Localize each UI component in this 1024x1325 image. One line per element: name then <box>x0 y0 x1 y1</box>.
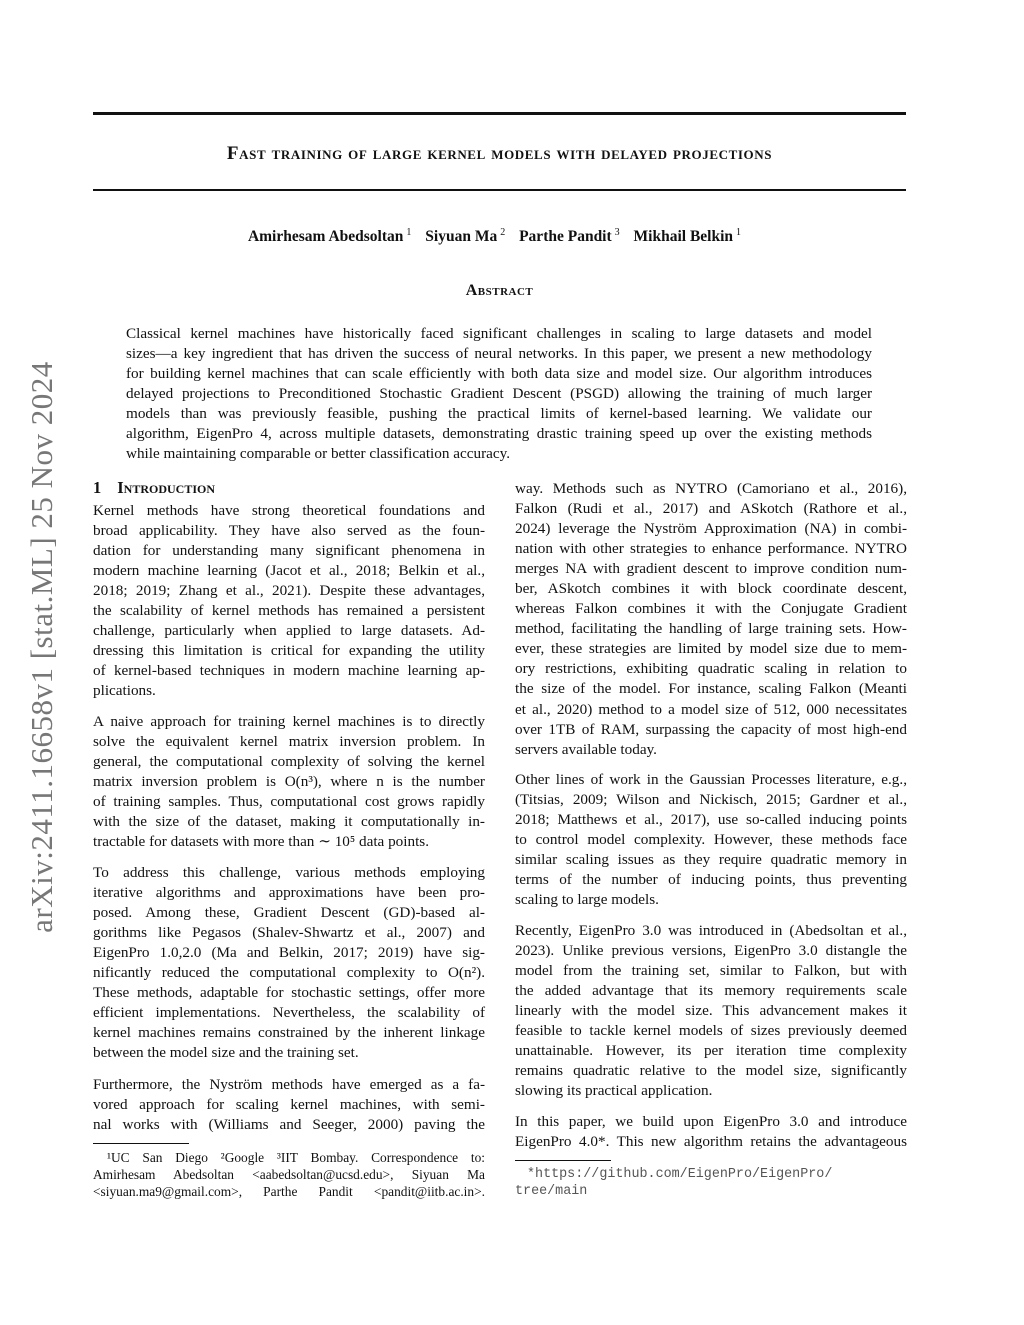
text-line: to control model complexity. However, these methods face <box>515 831 907 849</box>
text-line: models than was previously feasible, pushing the practical limits of kernel-based learning. We validate our <box>126 405 872 423</box>
title-rule <box>93 189 906 191</box>
footnote-link[interactable]: *https://github.com/EigenPro/EigenPro/ <box>527 1167 833 1182</box>
text-line: ber, ASkotch combines it with block coordinate descent, <box>515 580 907 598</box>
text-line: the size of the model. For instance, scaling Falkon (Meanti <box>515 680 907 698</box>
footnote-line: Amirhesam Abedsoltan <aabedsoltan@ucsd.edu>, Siyuan Ma <box>93 1167 485 1182</box>
author-name: Mikhail Belkin <box>633 228 734 246</box>
text-line: between the model size and the training set. <box>93 1044 359 1062</box>
text-line: Falkon (Rudi et al., 2017) and ASkotch (Rathore et al., <box>515 500 907 518</box>
text-line: way. Methods such as NYTRO (Camoriano et al., 2016), <box>515 480 907 497</box>
paragraph <box>93 501 485 701</box>
section-heading <box>93 478 231 498</box>
paragraph <box>515 921 907 1101</box>
text-line: nation with other strategies to enhance performance. NYTRO <box>515 540 907 558</box>
text-line: 2018; 2019; Zhang et al., 2021). Despite these advantages, <box>93 582 485 600</box>
text-line: broad applicability. They have also served as the foun- <box>93 522 485 540</box>
text-line: whereas Falkon combines it with the Conjugate Gradient <box>515 600 907 618</box>
text-line: To address this challenge, various methods employing <box>93 864 485 881</box>
text-line: modern machine learning (Jacot et al., 2018; Belkin et al., <box>93 562 485 580</box>
paragraph <box>515 479 907 760</box>
text-line: solve the equivalent kernel matrix inversion problem. In <box>93 733 485 751</box>
text-line: with the size of the dataset, making it computationally in- <box>93 813 485 831</box>
text-line: 2023). Unlike previous versions, EigenPro 3.0 distangle the <box>515 942 907 960</box>
text-line: merges NA with gradient descent to improve condition num- <box>515 560 907 578</box>
section-title: Introduction <box>117 478 216 497</box>
text-line: scaling to large models. <box>515 891 659 909</box>
author-list <box>93 227 906 246</box>
footnote-github <box>515 1166 832 1200</box>
text-line: similar scaling issues as they require quadratic memory in <box>515 851 907 869</box>
abstract-heading: Abstract <box>465 282 534 299</box>
text-line: EigenPro 1.0,2.0 (Ma and Belkin, 2017; 2019) have sig- <box>93 944 485 962</box>
text-line: plications. <box>93 682 156 700</box>
text-line: of training samples. Thus, computational cost grows rapidly <box>93 793 485 811</box>
affiliation-mark: 1 <box>406 227 412 238</box>
affiliation-mark: 1 <box>736 227 742 238</box>
affiliation-mark: 2 <box>500 227 506 238</box>
text-line: challenge, particularly when applied to large datasets. Ad- <box>93 622 485 640</box>
paragraph <box>93 1075 485 1135</box>
text-line: Furthermore, the Nyström methods have emerged as a fa- <box>93 1076 485 1093</box>
footnote-line: ¹UC San Diego ²Google ³IIT Bombay. Correspondence to: <box>107 1150 485 1165</box>
text-line: slowing its practical application. <box>515 1082 713 1100</box>
paper-title: Fast training of large kernel models with delayed projections <box>226 143 773 164</box>
text-line: method, facilitating the handling of large training sets. How- <box>515 620 907 638</box>
text-line: the added advantage that its memory requirements scale <box>515 982 907 1000</box>
abstract-body <box>126 324 872 464</box>
text-line: the scalability of kernel methods has remained a persistent <box>93 602 485 620</box>
text-line: sizes—a key ingredient that has driven the success of neural networks. In this paper, we present a new methodology <box>126 345 872 363</box>
text-line: Kernel methods have strong theoretical foundations and <box>93 502 485 519</box>
text-line: 2024) leverage the Nyström Approximation (NA) in combi- <box>515 520 907 538</box>
text-line: iterative algorithms and approximations have been pro- <box>93 884 485 902</box>
text-line: of kernel-based techniques in modern machine learning ap- <box>93 662 485 680</box>
text-line: over 1TB of RAM, surpassing the capacity of most high-end <box>515 720 907 738</box>
footnote-rule <box>93 1143 189 1144</box>
text-line: tractable for datasets with more than ∼ 10⁵ data points. <box>93 833 430 851</box>
paragraph <box>515 1112 907 1152</box>
footnote-rule <box>515 1160 611 1161</box>
paragraph <box>93 863 485 1063</box>
text-line: posed. Among these, Gradient Descent (GD)-based al- <box>93 904 485 922</box>
footnote-line: <siyuan.ma9@gmail.com>, Parthe Pandit <pandit@iitb.ac.in>. <box>93 1184 485 1199</box>
text-line: In this paper, we build upon EigenPro 3.0 and introduce <box>515 1113 907 1130</box>
text-line: gorithms like Pegasos (Shalev-Shwartz et al., 2007) and <box>93 924 485 942</box>
text-line: delayed projections to Preconditioned Stochastic Gradient Descent (PSGD) allowing the training of much larger <box>126 385 872 403</box>
text-line: dation for understanding many significant phenomena in <box>93 542 485 560</box>
text-line: kernel machines remains constrained by the inherent linkage <box>93 1024 485 1042</box>
text-line: Recently, EigenPro 3.0 was introduced in (Abedsoltan et al., <box>515 922 907 939</box>
footnote-link[interactable]: tree/main <box>515 1184 588 1199</box>
author-name: Parthe Pandit <box>519 228 612 246</box>
text-line: Classical kernel machines have historically faced significant challenges in scaling to large datasets and model <box>126 325 872 342</box>
text-line: terms of the number of inducing points, thus preventing <box>515 871 907 889</box>
text-line: model from the training set, similar to Falkon, but with <box>515 962 907 980</box>
text-line: unattainable. However, its per iteration time complexity <box>515 1042 907 1060</box>
text-line: matrix inversion problem is O(n³), where n is the number <box>93 773 485 791</box>
text-line: (Titsias, 2009; Wilson and Nickisch, 2015; Gardner et al., <box>515 791 907 809</box>
text-line: while maintaining comparable or better classification accuracy. <box>126 445 511 463</box>
paragraph <box>93 712 485 852</box>
text-line: nificantly reduced the computational complexity to O(n²). <box>93 964 485 982</box>
text-line: Other lines of work in the Gaussian Processes literature, e.g., <box>515 771 907 788</box>
text-line: for building kernel machines that can scale efficiently with both data size and model size. Our algorithm introduces <box>126 365 872 383</box>
text-line: EigenPro 4.0*. This new algorithm retains the advantageous <box>515 1133 907 1151</box>
text-line: dressing this limitation is critical for expanding the utility <box>93 642 485 660</box>
text-line: A naive approach for training kernel machines is to directly <box>93 713 485 730</box>
section-number: 1 <box>93 478 102 497</box>
text-line: nal works with (Williams and Seeger, 2000) paving the <box>93 1116 485 1134</box>
text-line: servers available today. <box>515 740 657 758</box>
text-line: 2018; Matthews et al., 2017), use so-called inducing points <box>515 811 907 829</box>
text-line: general, the computational complexity of solving the kernel <box>93 753 485 771</box>
text-line: vored approach for scaling kernel machines, with semi- <box>93 1096 485 1114</box>
top-rule <box>93 112 906 115</box>
text-line: et al., 2020) method to a model size of 512, 000 necessitates <box>515 700 907 718</box>
paragraph <box>515 770 907 910</box>
author-name: Amirhesam Abedsoltan <box>247 228 404 246</box>
text-line: linearly with the model size. This advancement makes it <box>515 1002 907 1020</box>
text-line: efficient implementations. Nevertheless, the scalability of <box>93 1004 485 1022</box>
text-line: algorithm, EigenPro 4, across multiple datasets, demonstrating drastic training speed up over the existing methods <box>126 425 872 443</box>
footnote-affiliations <box>93 1149 485 1200</box>
text-line: ever, these strategies are limited by model size due to mem- <box>515 640 907 658</box>
arxiv-stamp: arXiv:2411.16658v1 [stat.ML] 25 Nov 2024 <box>24 361 59 933</box>
affiliation-mark: 3 <box>614 227 620 238</box>
text-line: remains quadratic relative to the model size, significantly <box>515 1062 907 1080</box>
author-name: Siyuan Ma <box>425 228 498 246</box>
text-line: ory restrictions, exhibiting quadratic scaling in relation to <box>515 660 907 678</box>
text-line: These methods, adaptable for stochastic settings, offer more <box>93 984 485 1002</box>
text-line: feasible to tackle kernel models of sizes previously deemed <box>515 1022 907 1040</box>
